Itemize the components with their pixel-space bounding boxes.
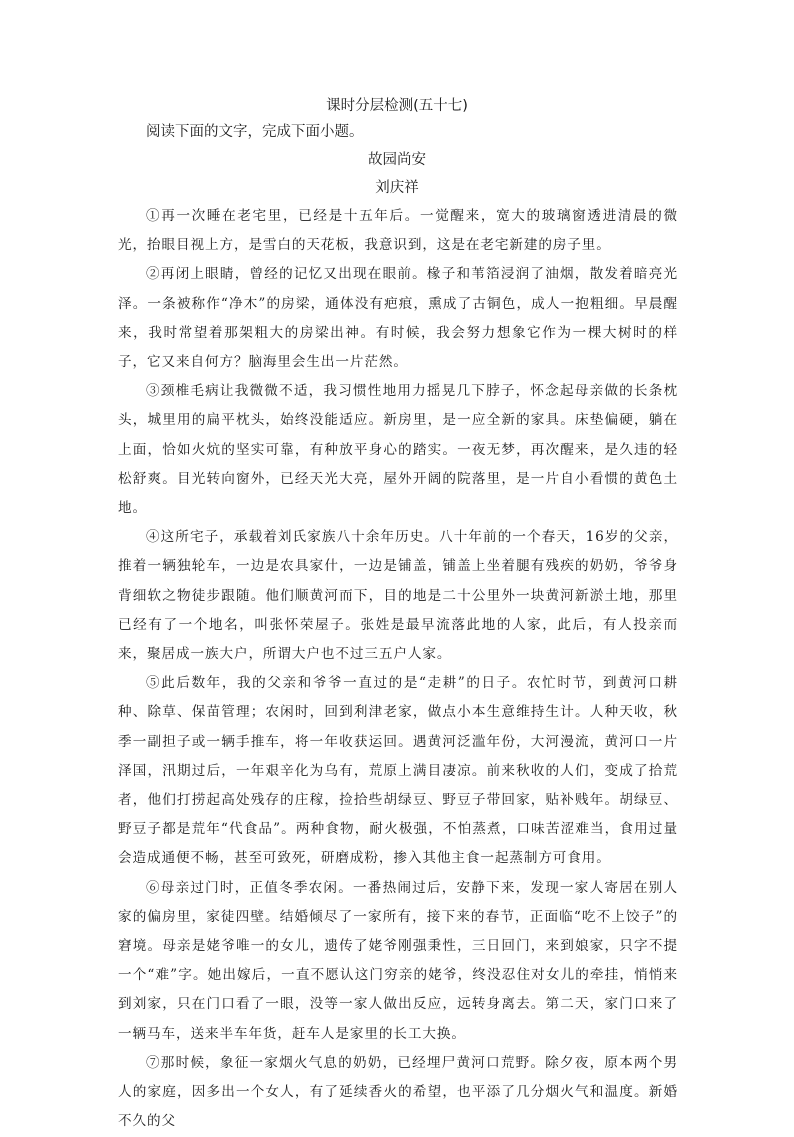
paragraph-3: ③颈椎毛病让我微微不适，我习惯性地用力摇晃几下脖子，怀念起母亲做的长条枕头，城里用的扁平枕头，始终没能适应。新房里，是一应全新的家具。床垫偏硬，躺在上面，恰如火炕的坚实可靠，有种放平身心的踏实。一夜无梦，再次醒来，是久违的轻松舒爽。目光转向窗外，已经天光大亮，屋外开阔的院落里，是一片自小看惯的黄色土地。 bbox=[118, 383, 678, 517]
worksheet-title: 课时分层检测(五十七) bbox=[326, 98, 468, 114]
paragraph-4: ④这所宅子，承载着刘氏家族八十余年历史。八十年前的一个春天，16岁的父亲，推着一辆独轮车，一边是农具家什，一边是铺盖，铺盖上坐着腿有残疾的奶奶，爷爷身背细软之物徒步跟随。他们顺黄河而下，目的地是二十公里外一块黄河新淤土地，那里已经有了一个地名，叫张怀荣屋子。张姓是最早流落此地的人家，此后，有人投亲而来，聚居成一族大户，所谓大户也不过三五户人家。 bbox=[118, 529, 678, 663]
essay-body bbox=[118, 202, 678, 1137]
paragraph-7: ⑦那时候，象征一家烟火气息的奶奶，已经埋尸黄河口荒野。除夕夜，原本两个男人的家庭，因多出一个女人，有了延续香火的希望，也平添了几分烟火气和温度。新婚不久的父 bbox=[118, 1054, 678, 1130]
paragraph-6: ⑥母亲过门时，正值冬季农闲。一番热闹过后，安静下来，发现一家人寄居在别人家的偏房里，家徒四壁。结婚倾尽了一家所有，接下来的春节，正面临“吃不上饺子”的窘境。母亲是姥爷唯一的女儿，遗传了姥爷刚强秉性，三日回门，来到娘家，只字不提一个“难”字。她出嫁后，一直不愿认这门穷亲的姥爷，终没忍住对女儿的牵挂，悄悄来到刘家，只在门口看了一眼，没等一家人做出反应，远转身离去。第二天，家门口来了一辆马车，送来半车年货，赶车人是家里的长工大换。 bbox=[118, 879, 678, 1042]
paragraph-2: ②再闭上眼睛，曾经的记忆又出现在眼前。椽子和苇箔浸润了油烟，散发着暗亮光泽。一条被称作“净木”的房梁，通体没有疤痕，熏成了古铜色，成人一抱粗细。早晨醒来，我时常望着那架粗大的房梁出神。有时候，我会努力想象它作为一棵大树时的样子，它又来自何方？脑海里会生出一片茫然。 bbox=[118, 266, 678, 371]
essay-author: 刘庆祥 bbox=[375, 180, 419, 196]
paragraph-1: ①再一次睡在老宅里，已经是十五年后。一觉醒来，宽大的玻璃窗透进清晨的微光，抬眼目视上方，是雪白的天花板，我意识到，这是在老宅新建的房子里。 bbox=[118, 208, 678, 254]
essay-title: 故园尚安 bbox=[368, 152, 426, 168]
reading-instruction: 阅读下面的文字，完成下面小题。 bbox=[146, 124, 364, 140]
paragraph-5: ⑤此后数年，我的父亲和爷爷一直过的是“走耕”的日子。农忙时节，到黄河口耕种、除草、保苗管理；农闲时，回到利津老家，做点小本生意维持生计。人种天收，秋季一副担子或一辆手推车，将一年收获运回。遇黄河泛滥年份，大河漫流，黄河口一片泽国，汛期过后，一年艰辛化为乌有，荒原上满目凄凉。前来秋收的人们，变成了拾荒者，他们打捞起高处残存的庄稼，捡拾些胡绿豆、野豆子带回家，贴补贱年。胡绿豆、野豆子都是荒年“代食品”。两种食物，耐火极强，不怕蒸煮，口味苦涩难当，食用过量会造成通便不畅，甚至可致死，研磨成粉，掺入其他主食一起蒸制方可食用。 bbox=[118, 675, 678, 867]
